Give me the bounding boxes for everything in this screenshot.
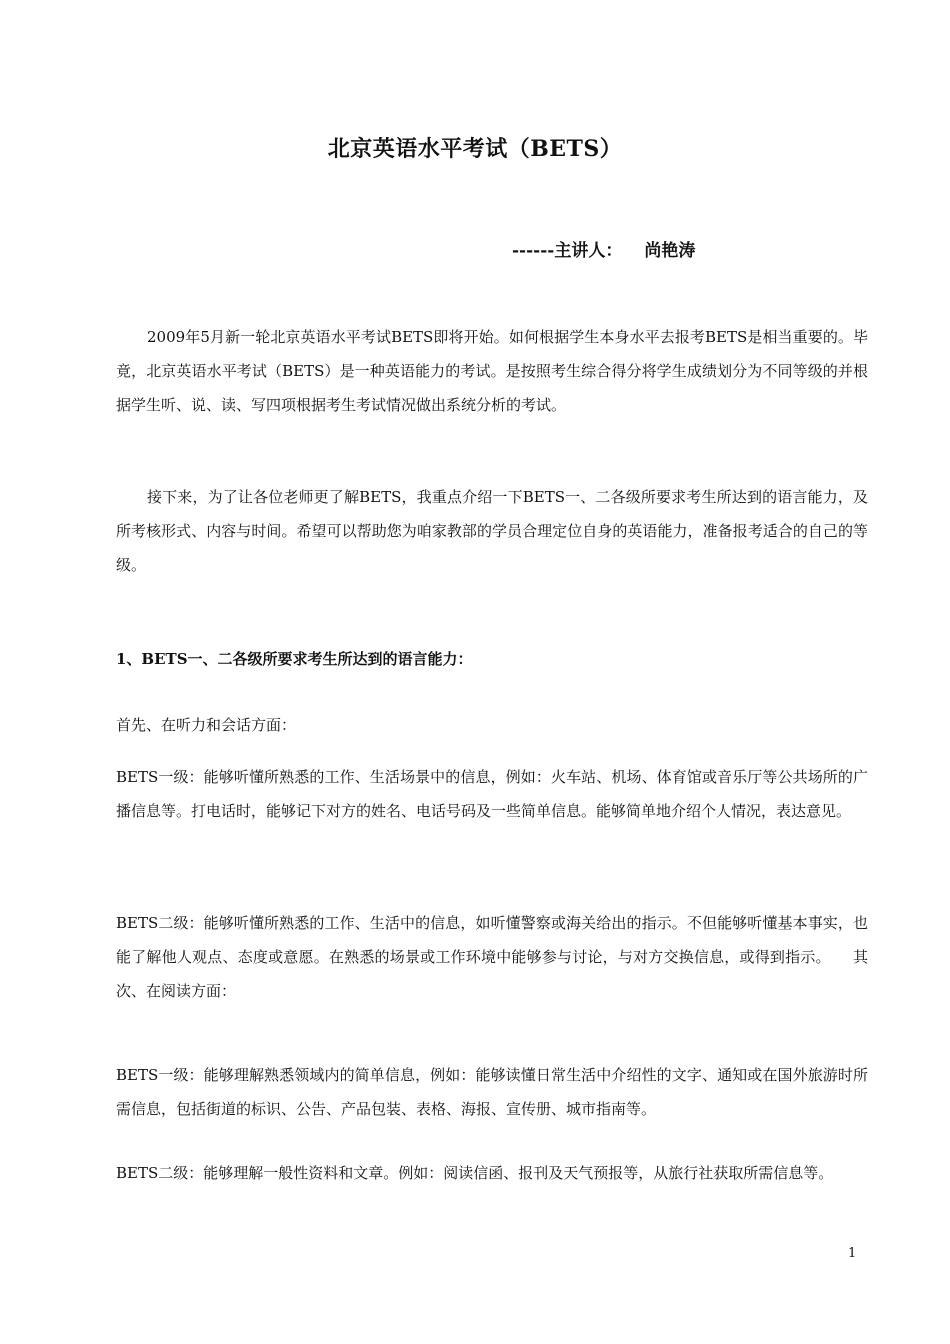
reading-level-1: BETS一级：能够理解熟悉领域内的简单信息，例如：能够读懂日常生活中介绍性的文字、通知或在国外旅游时所需信息，包括街道的标识、公告、产品包装、表格、海报、宣传册、城市指南等。 [116, 1066, 868, 1118]
speaker-line [512, 236, 695, 261]
page-title: 北京英语水平考试（BETS） [327, 136, 623, 162]
listening-heading: 首先、在听力和会话方面： [116, 716, 297, 734]
purpose-paragraph: 接下来，为了让各位老师更了解BETS，我重点介绍一下BETS一、二各级所要求考生所达到的语言能力，及所考核形式、内容与时间。希望可以帮助您为咱家教部的学员合理定位自身的英语能力，准备报考适合的自己的等级。 [116, 488, 868, 574]
reading-heading: 其次、在阅读方面： [116, 948, 868, 1000]
reading-level-2: BETS二级：能够理解一般性资料和文章。例如：阅读信函、报刊及天气预报等，从旅行社获取所需信息等。 [116, 1164, 834, 1182]
speaker-prefix: ------主讲人： [512, 241, 623, 261]
page-number: 1 [848, 1246, 857, 1261]
section-heading: 1、BETS一、二各级所要求考生所达到的语言能力： [116, 650, 473, 668]
listening-level-2: BETS二级：能够听懂所熟悉的工作、生活中的信息，如听懂警察或海关给出的指示。不但能够听懂基本事实，也能了解他人观点、态度或意愿。在熟悉的场景或工作环境中能够参与讨论，与对方交换信息，或得到指示。 [116, 914, 868, 966]
speaker-name: 尚艳涛 [644, 241, 696, 261]
intro-paragraph: 2009年5月新一轮北京英语水平考试BETS即将开始。如何根据学生本身水平去报考BETS是相当重要的。毕竟，北京英语水平考试（BETS）是一种英语能力的考试。是按照考生综合得分将学生成绩划分为不同等级的并根据学生听、说、读、写四项根据考生考试情况做出系统分析的考试。 [116, 328, 868, 414]
listening-level-2-paragraph [116, 906, 868, 1008]
listening-level-1: BETS一级：能够听懂所熟悉的工作、生活场景中的信息，例如：火车站、机场、体育馆或音乐厅等公共场所的广播信息等。打电话时，能够记下对方的姓名、电话号码及一些简单信息。能够简单地介绍个人情况，表达意见。 [116, 768, 868, 820]
